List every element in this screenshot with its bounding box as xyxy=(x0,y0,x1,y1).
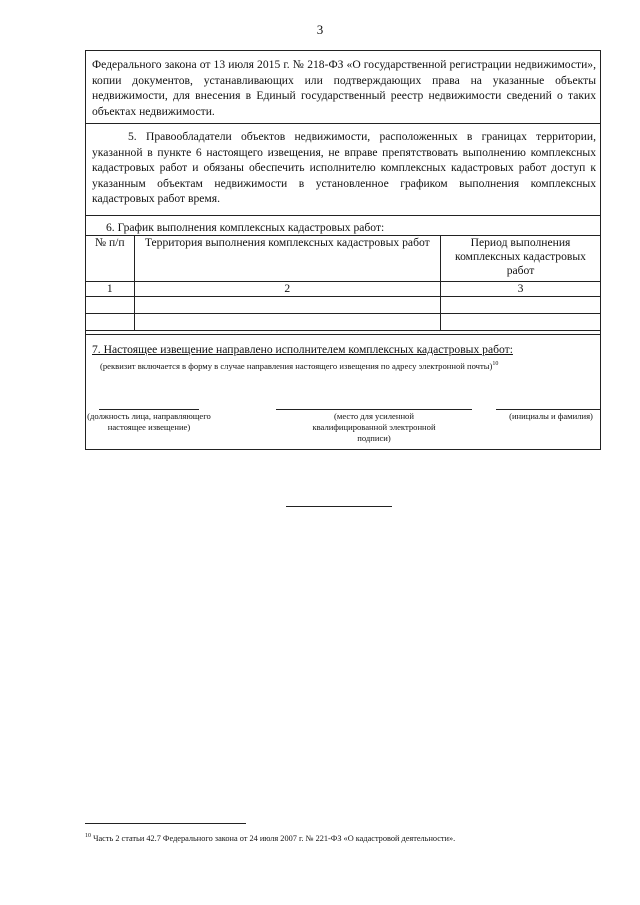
signature-line-name xyxy=(496,409,600,410)
table-row xyxy=(86,314,601,331)
requisite-note-text: (реквизит включается в форму в случае направления настоящего извещения по адресу электронной почты) xyxy=(100,360,493,371)
footnote-number: 10 xyxy=(85,833,91,839)
table-row xyxy=(86,297,601,314)
section-continuation xyxy=(85,50,601,124)
requisite-note xyxy=(86,357,600,372)
footnote-ref: 10 xyxy=(492,361,499,367)
signature-label-signature: (место для усиленной квалифицированной электронной подписи) xyxy=(312,411,436,443)
table-cell xyxy=(441,314,601,331)
signature-label-position: (должность лица, направляющего настоящее извещение) xyxy=(87,411,211,432)
signature-label-name: (инициалы и фамилия) xyxy=(509,411,593,421)
table-index-row xyxy=(86,282,601,297)
table-cell xyxy=(86,297,135,314)
table-cell xyxy=(134,314,440,331)
index-cell-2: 2 xyxy=(134,282,440,297)
section-continuation-text: Федерального закона от 13 июля 2015 г. № 218-ФЗ «О государственной регистрации недвижимости», копии документов, устанавливающих или подтверждающих права на указанные объекты недвижимости, для внесения в Единый государственный реестр недвижимости сведений о таких объектах недвижимости. xyxy=(92,58,596,118)
header-territory: Территория выполнения комплексных кадастровых работ xyxy=(134,236,440,282)
table-header-row xyxy=(86,236,601,282)
signature-line-signature xyxy=(276,409,472,410)
notice-title-text: 7. Настоящее извещение направлено исполнителем комплексных кадастровых работ: xyxy=(92,343,513,356)
header-period: Период выполнения комплексных кадастровых работ xyxy=(441,236,601,282)
footnote xyxy=(85,831,601,844)
schedule-title: 6. График выполнения комплексных кадастровых работ: xyxy=(106,221,385,234)
table-cell xyxy=(86,314,135,331)
table-cell xyxy=(134,297,440,314)
schedule-section xyxy=(85,216,601,335)
index-cell-3: 3 xyxy=(441,282,601,297)
signature-line-position xyxy=(99,409,199,410)
section-5 xyxy=(85,124,601,216)
table-cell xyxy=(441,297,601,314)
separator-line xyxy=(286,506,392,507)
notice-title xyxy=(86,335,600,357)
page-number: 3 xyxy=(316,22,324,37)
footnote-separator xyxy=(85,823,246,824)
footnote-text: Часть 2 статьи 42.7 Федерального закона от 24 июля 2007 г. № 221-ФЗ «О кадастровой деятельности». xyxy=(93,833,456,843)
notice-section xyxy=(85,335,601,450)
header-number: № п/п xyxy=(86,236,135,282)
section-5-text: 5. Правообладатели объектов недвижимости, расположенных в границах территории, указанной в пункте 6 настоящего извещения, не вправе препятствовать выполнению комплексных кадастровых работ и обязаны обеспечить исполнителю комплексных кадастровых работ доступ к указанным объектам недвижимости в установленное графиком выполнения комплексных кадастровых работ время. xyxy=(92,130,596,205)
schedule-table xyxy=(85,235,601,331)
index-cell-1: 1 xyxy=(86,282,135,297)
